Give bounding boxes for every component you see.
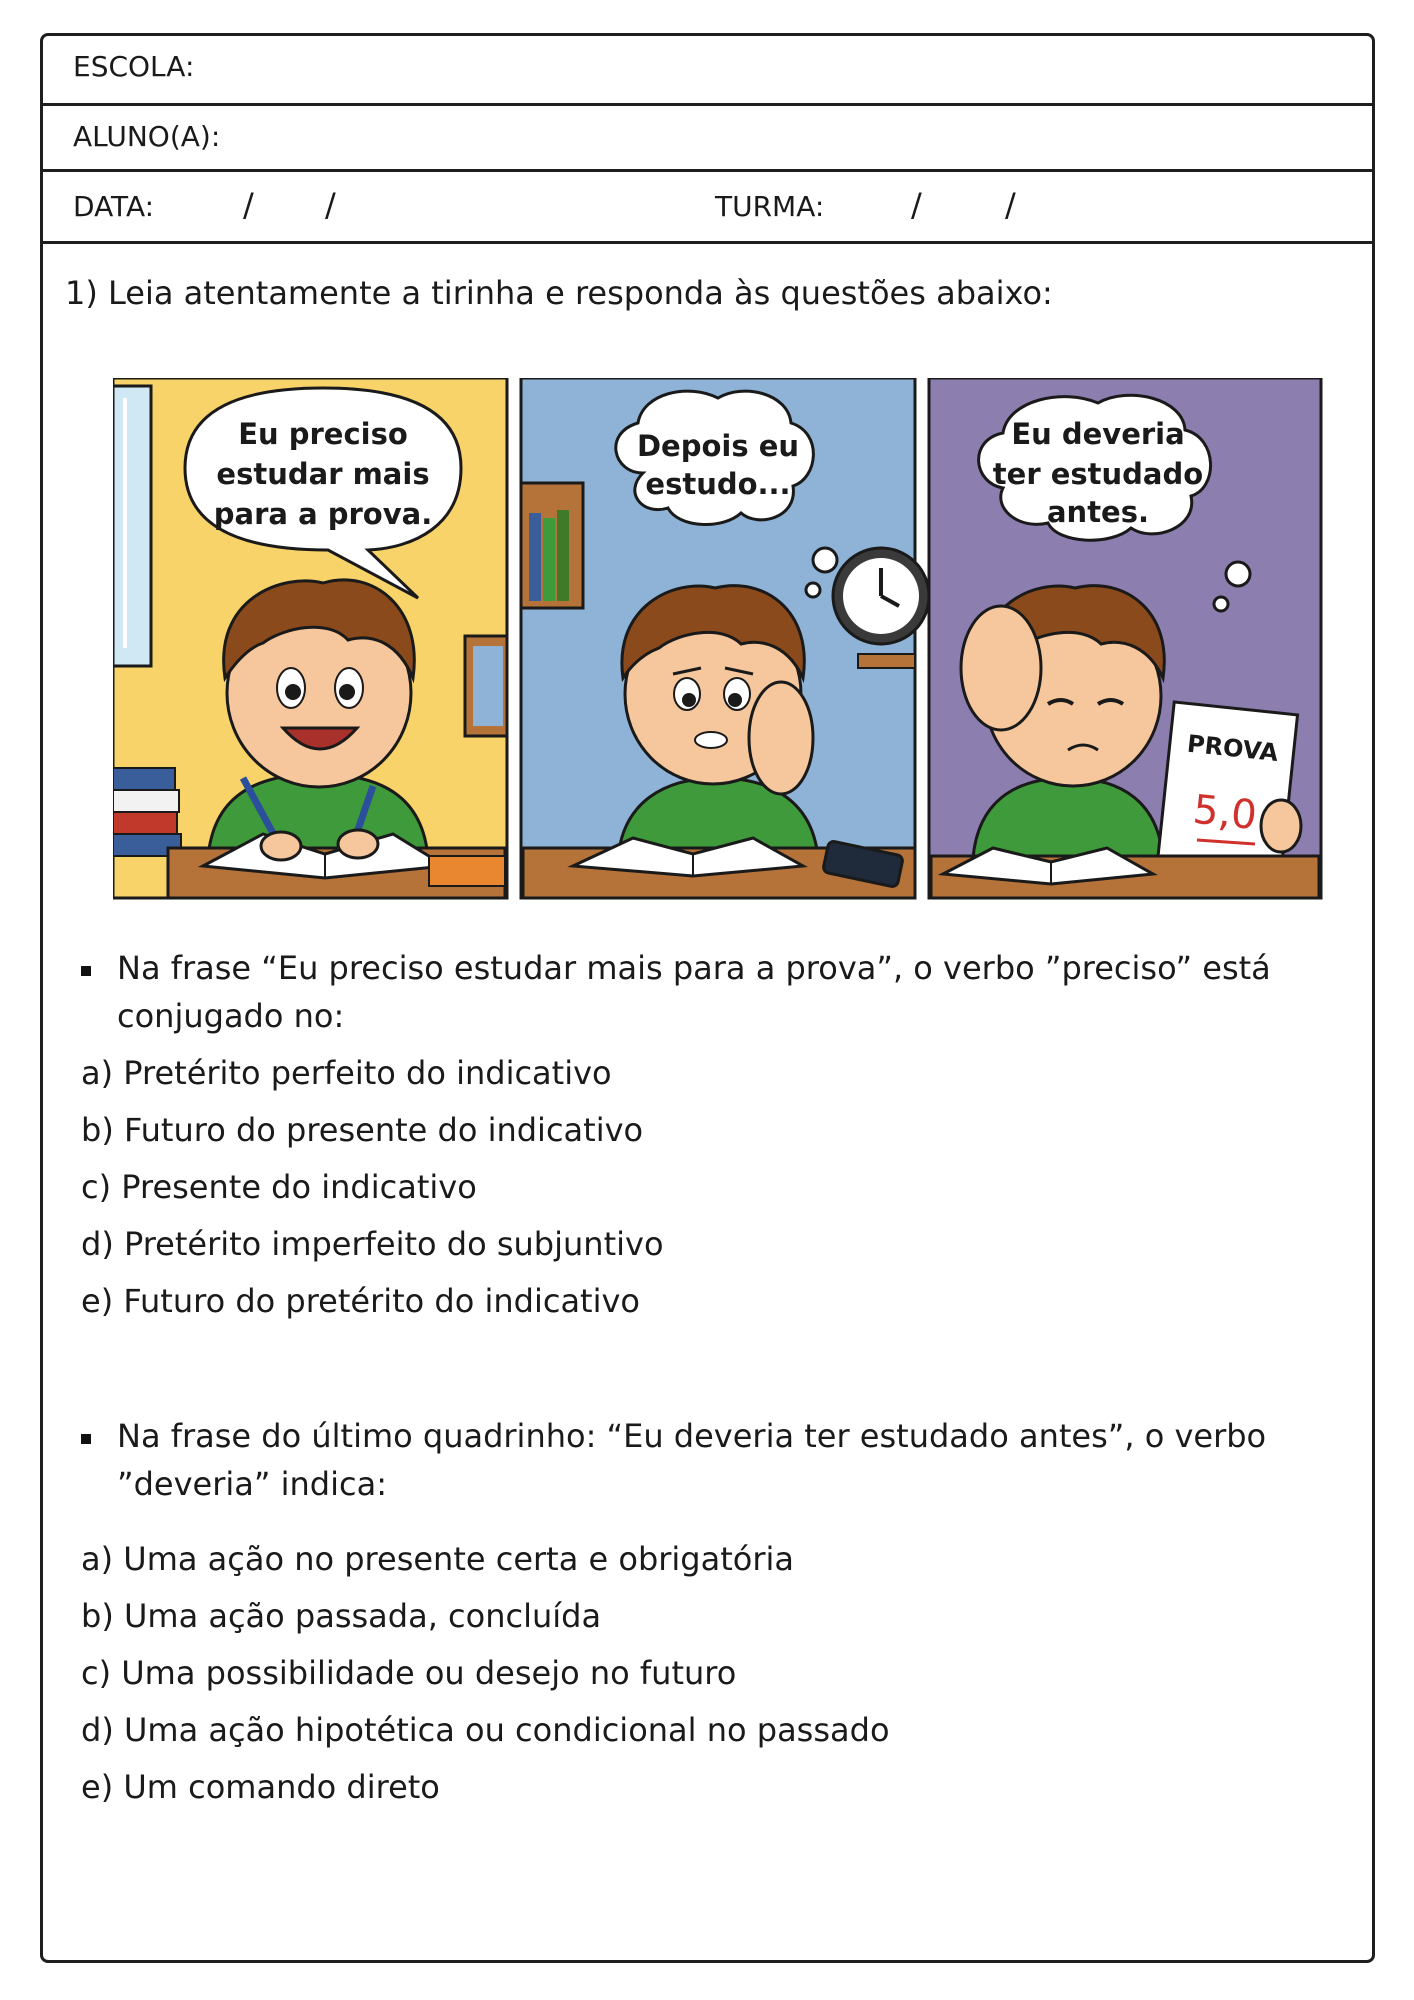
item1-prompt (81, 944, 1311, 1040)
class-slash: / (911, 186, 922, 224)
date-label: DATA: (73, 190, 155, 223)
item2-option-d: d) Uma ação hipotética ou condicional no passado (81, 1711, 890, 1749)
bullet-square-icon (81, 1434, 91, 1444)
date-class-row (43, 172, 1372, 244)
school-row (43, 36, 1372, 106)
item2-option-c: c) Uma possibilidade ou desejo no futuro (81, 1654, 737, 1692)
comic-panel-1 (113, 378, 507, 898)
panel2-bubble-line: estudo... (645, 467, 791, 501)
school-label: ESCOLA: (73, 50, 195, 83)
item1-prompt-text: Na frase “Eu preciso estudar mais para a prova”, o verbo ”preciso” está conjugado no: (117, 949, 1271, 1035)
class-slash: / (1005, 186, 1016, 224)
panel3-bubble-line: ter estudado (992, 457, 1204, 491)
item1-option-d: d) Pretérito imperfeito do subjuntivo (81, 1225, 664, 1263)
class-label: TURMA: (715, 190, 825, 223)
question-instruction: 1) Leia atentamente a tirinha e responda às questões abaixo: (65, 274, 1053, 312)
panel3-bubble-line: Eu deveria (1011, 417, 1185, 451)
panel1-bubble-line: para a prova. (213, 497, 433, 531)
item1-option-b: b) Futuro do presente do indicativo (81, 1111, 644, 1149)
item1-option-c: c) Presente do indicativo (81, 1168, 477, 1206)
comic-panel-3 (929, 378, 1321, 898)
test-paper-title: PROVA (1185, 729, 1280, 768)
item2-prompt (81, 1412, 1311, 1508)
bullet-square-icon (81, 966, 91, 976)
test-paper-grade: 5,0 (1190, 786, 1259, 840)
item2-option-b: b) Uma ação passada, concluída (81, 1597, 602, 1635)
comic-strip (113, 378, 1323, 900)
student-row (43, 106, 1372, 172)
panel1-bubble-line: Eu preciso (238, 417, 408, 451)
student-label: ALUNO(A): (73, 120, 221, 153)
panel3-bubble-line: antes. (1046, 495, 1150, 529)
item2-option-e: e) Um comando direto (81, 1768, 440, 1806)
worksheet (40, 33, 1375, 1963)
panel2-bubble-line: Depois eu (636, 429, 800, 463)
date-slash: / (325, 186, 336, 224)
panel1-bubble-line: estudar mais (216, 457, 430, 491)
item1-option-e: e) Futuro do pretérito do indicativo (81, 1282, 640, 1320)
item1-option-a: a) Pretérito perfeito do indicativo (81, 1054, 612, 1092)
item2-prompt-text: Na frase do último quadrinho: “Eu deveria ter estudado antes”, o verbo ”deveria” indica: (117, 1417, 1267, 1503)
date-slash: / (243, 186, 254, 224)
item2-option-a: a) Uma ação no presente certa e obrigatória (81, 1540, 794, 1578)
